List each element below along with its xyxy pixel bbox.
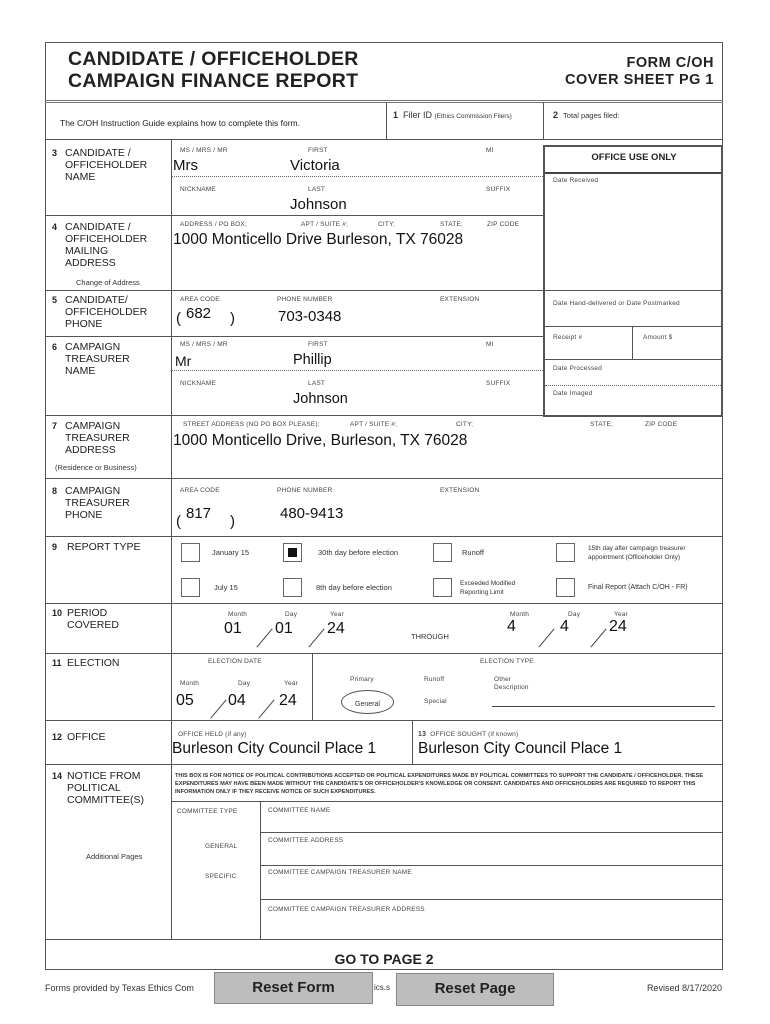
form-title: CANDIDATE / OFFICEHOLDER CAMPAIGN FINANCE REPORT: [68, 48, 359, 92]
goto-page-2: GO TO PAGE 2: [334, 951, 434, 967]
change-of-address[interactable]: Change of Address: [76, 278, 140, 287]
report-8day-checkbox[interactable]: [283, 578, 302, 597]
s10-from-year[interactable]: 24: [327, 620, 345, 637]
office-held-label: OFFICE HELD (if any): [178, 731, 247, 738]
forms-provided-tail: ics.s: [374, 983, 390, 992]
s10-from-year-label: Year: [330, 611, 344, 618]
s10-from-month-label: Month: [228, 611, 248, 618]
s6-first-label: FIRST: [308, 341, 328, 348]
s7-sub-label: (Residence or Business): [55, 463, 137, 472]
s10-from-month[interactable]: 01: [224, 620, 242, 637]
report-15th-checkbox[interactable]: [556, 543, 575, 562]
s10-to-month-label: Month: [510, 611, 530, 618]
special-option[interactable]: Special: [424, 698, 447, 705]
s6-first-value[interactable]: Phillip: [293, 352, 332, 368]
s3-title-value[interactable]: Mrs: [173, 157, 198, 174]
s11-year-label: Year: [284, 680, 298, 687]
s5-phone-value[interactable]: 703-0348: [278, 308, 342, 325]
s7-address-value[interactable]: 1000 Monticello Drive, Burleson, TX 76028: [173, 432, 468, 449]
s8-area-value[interactable]: 817: [186, 505, 212, 522]
filer-id-label: 1 Filer ID (Ethics Commission Filers): [393, 110, 512, 120]
committee-general-option[interactable]: GENERAL: [205, 843, 238, 850]
section-8-label: 8 CAMPAIGN TREASURER PHONE: [52, 485, 130, 521]
report-exceeded-label: Exceeded Modified Reporting Limit: [460, 580, 516, 596]
s8-ext-label: EXTENSION: [440, 487, 480, 494]
s11-month-label: Month: [180, 680, 200, 687]
receipt-label: Receipt #: [553, 334, 583, 341]
report-final-checkbox[interactable]: [556, 578, 575, 597]
s5-ext-label: EXTENSION: [440, 296, 480, 303]
s3-first-value[interactable]: Victoria: [290, 157, 340, 174]
report-exceeded-checkbox[interactable]: [433, 578, 452, 597]
report-july15-label: July 15: [214, 583, 238, 592]
report-15th-label: 15th day after campaign treasurer appointment (Officeholder Only): [588, 545, 686, 561]
reset-page-button[interactable]: Reset Page: [396, 973, 554, 1006]
office-sought-label: 13 OFFICE SOUGHT (if known): [418, 731, 519, 738]
section-10-label: 10 PERIOD COVERED: [52, 607, 119, 631]
report-8day-label: 8th day before election: [316, 583, 392, 592]
election-type-label: ELECTION TYPE: [480, 658, 534, 665]
s3-mi-label: MI: [486, 147, 494, 154]
date-processed-label: Date Processed: [553, 365, 603, 372]
s10-to-day-label: Day: [568, 611, 581, 618]
date-imaged-label: Date Imaged: [553, 390, 593, 397]
s10-to-month[interactable]: 4: [507, 618, 516, 635]
s4-city-label: CITY;: [378, 221, 396, 228]
report-runoff-checkbox[interactable]: [433, 543, 452, 562]
section-9-label: 9 REPORT TYPE: [52, 541, 141, 553]
s8-phone-value[interactable]: 480-9413: [280, 505, 344, 522]
committee-treasurer-address-label: COMMITTEE CAMPAIGN TREASURER ADDRESS: [268, 906, 425, 913]
office-use-title: OFFICE USE ONLY: [591, 152, 677, 163]
additional-pages[interactable]: Additional Pages: [86, 852, 143, 861]
s8-paren-close: ): [230, 513, 235, 530]
s6-title-label: MS / MRS / MR: [180, 341, 228, 348]
s4-zip-label: ZIP CODE: [487, 221, 520, 228]
total-pages-input[interactable]: [553, 124, 718, 137]
s6-title-value[interactable]: Mr: [175, 353, 192, 369]
s3-suffix-label: SUFFIX: [486, 186, 511, 193]
s7-city-label: CITY;: [456, 421, 474, 428]
s4-address-label: ADDRESS / PO BOX;: [180, 221, 247, 228]
s10-to-year-label: Year: [614, 611, 628, 618]
s6-mi-label: MI: [486, 341, 494, 348]
committee-specific-option[interactable]: SPECIFIC: [205, 873, 237, 880]
s3-last-value[interactable]: Johnson: [290, 196, 347, 213]
primary-option[interactable]: Primary: [350, 676, 374, 683]
s4-address-value[interactable]: 1000 Monticello Drive Burleson, TX 76028: [173, 231, 464, 248]
s5-area-label: AREA CODE: [180, 296, 220, 303]
s11-day[interactable]: 04: [228, 692, 246, 709]
s5-paren-close: ): [230, 310, 235, 327]
section-7-label: 7 CAMPAIGN TREASURER ADDRESS: [52, 420, 130, 456]
s4-state-label: STATE;: [440, 221, 463, 228]
s3-last-label: LAST: [308, 186, 326, 193]
s8-area-label: AREA CODE: [180, 487, 220, 494]
s8-paren-open: (: [176, 513, 181, 530]
report-runoff-label: Runoff: [462, 548, 484, 557]
section-4-label: 4 CANDIDATE / OFFICEHOLDER MAILING ADDRESS: [52, 221, 148, 269]
s11-month[interactable]: 05: [176, 692, 194, 709]
office-held-value[interactable]: Burleson City Council Place 1: [172, 740, 377, 757]
s5-paren-open: (: [176, 310, 181, 327]
through-label: THROUGH: [411, 632, 449, 641]
report-jan15-checkbox[interactable]: [181, 543, 200, 562]
s4-apt-label: APT / SUITE #;: [301, 221, 349, 228]
s10-from-day-label: Day: [285, 611, 298, 618]
committee-name-label: COMMITTEE NAME: [268, 807, 331, 814]
section-3-label: 3 CANDIDATE / OFFICEHOLDER NAME: [52, 147, 148, 183]
s8-phone-label: PHONE NUMBER: [277, 487, 333, 494]
s3-title-label: MS / MRS / MR: [180, 147, 228, 154]
other-option[interactable]: Other: [494, 676, 512, 683]
report-30day-label: 30th day before election: [318, 548, 399, 557]
section-5-label: 5 CANDIDATE/ OFFICEHOLDER PHONE: [52, 294, 148, 330]
guide-text: The C/OH Instruction Guide explains how to complete this form.: [60, 118, 300, 128]
s3-nickname-label: NICKNAME: [180, 186, 216, 193]
section-12-label: 12 OFFICE: [52, 731, 106, 743]
s7-street-label: STREET ADDRESS (NO PO BOX PLEASE);: [183, 421, 320, 428]
s7-zip-label: ZIP CODE: [645, 421, 678, 428]
s6-nickname-label: NICKNAME: [180, 380, 216, 387]
notice-text: THIS BOX IS FOR NOTICE OF POLITICAL CONTRIBUTIONS ACCEPTED OR POLITICAL EXPENDITURES MADE BY POLITICAL COMMITTEES TO SUPPORT THE CANDIDATE / OFFICEHOLDER. THESE EXPENDITURES MAY HAVE BEEN MADE WITHOUT THE CANDIDATE'S OR OFFICEHOLDER'S KNOWLEDGE OR CONSENT. CANDIDATES AND OFFICEHOLDERS ARE REQUIRED TO REPORT THIS INFORMATION ONLY IF THEY RECEIVE NOTICE OF SUCH EXPENDITURES.: [175, 773, 704, 795]
s5-phone-label: PHONE NUMBER: [277, 296, 333, 303]
date-received-label: Date Received: [553, 177, 599, 184]
office-use-box: [543, 145, 723, 417]
election-date-label: ELECTION DATE: [208, 658, 262, 665]
s3-first-label: FIRST: [308, 147, 328, 154]
s6-last-value[interactable]: Johnson: [293, 391, 348, 407]
committee-type-label: COMMITTEE TYPE: [177, 808, 238, 815]
runoff-option[interactable]: Runoff: [424, 676, 445, 683]
form-id: FORM C/OH COVER SHEET PG 1: [564, 55, 714, 88]
date-hand-label: Date Hand-delivered or Date Postmarked: [553, 300, 680, 307]
s11-day-label: Day: [238, 680, 251, 687]
section-11-label: 11 ELECTION: [52, 657, 120, 669]
s10-to-day[interactable]: 4: [560, 618, 569, 635]
reset-form-button[interactable]: Reset Form: [214, 972, 373, 1004]
s10-to-year[interactable]: 24: [609, 618, 627, 635]
total-pages-label: 2 Total pages filed:: [553, 110, 620, 120]
amount-label: Amount $: [643, 334, 673, 341]
general-option[interactable]: [341, 690, 394, 714]
report-july15-checkbox[interactable]: [181, 578, 200, 597]
section-6-label: 6 CAMPAIGN TREASURER NAME: [52, 341, 130, 377]
forms-provided: Forms provided by Texas Ethics Com: [45, 983, 194, 993]
s10-from-day[interactable]: 01: [275, 620, 293, 637]
revised-date: Revised 8/17/2020: [646, 983, 722, 993]
report-jan15-label: January 15: [212, 548, 250, 557]
s5-area-value[interactable]: 682: [186, 305, 212, 322]
s6-last-label: LAST: [308, 380, 326, 387]
filer-id-input[interactable]: [392, 124, 540, 137]
report-final-label: Final Report (Attach C/OH - FR): [588, 584, 688, 591]
s11-year[interactable]: 24: [279, 692, 297, 709]
committee-address-label: COMMITTEE ADDRESS: [268, 837, 344, 844]
general-option-label: General: [355, 701, 380, 708]
s7-apt-label: APT / SUITE #;: [350, 421, 398, 428]
s7-state-label: STATE;: [590, 421, 613, 428]
s6-suffix-label: SUFFIX: [486, 380, 511, 387]
office-sought-value[interactable]: Burleson City Council Place 1: [418, 740, 623, 757]
section-14-label: 14 NOTICE FROM POLITICAL COMMITTEE(S): [52, 770, 144, 806]
committee-treasurer-name-label: COMMITTEE CAMPAIGN TREASURER NAME: [268, 869, 412, 876]
report-30day-checkbox[interactable]: [283, 543, 302, 562]
description-label: Description: [494, 684, 529, 691]
